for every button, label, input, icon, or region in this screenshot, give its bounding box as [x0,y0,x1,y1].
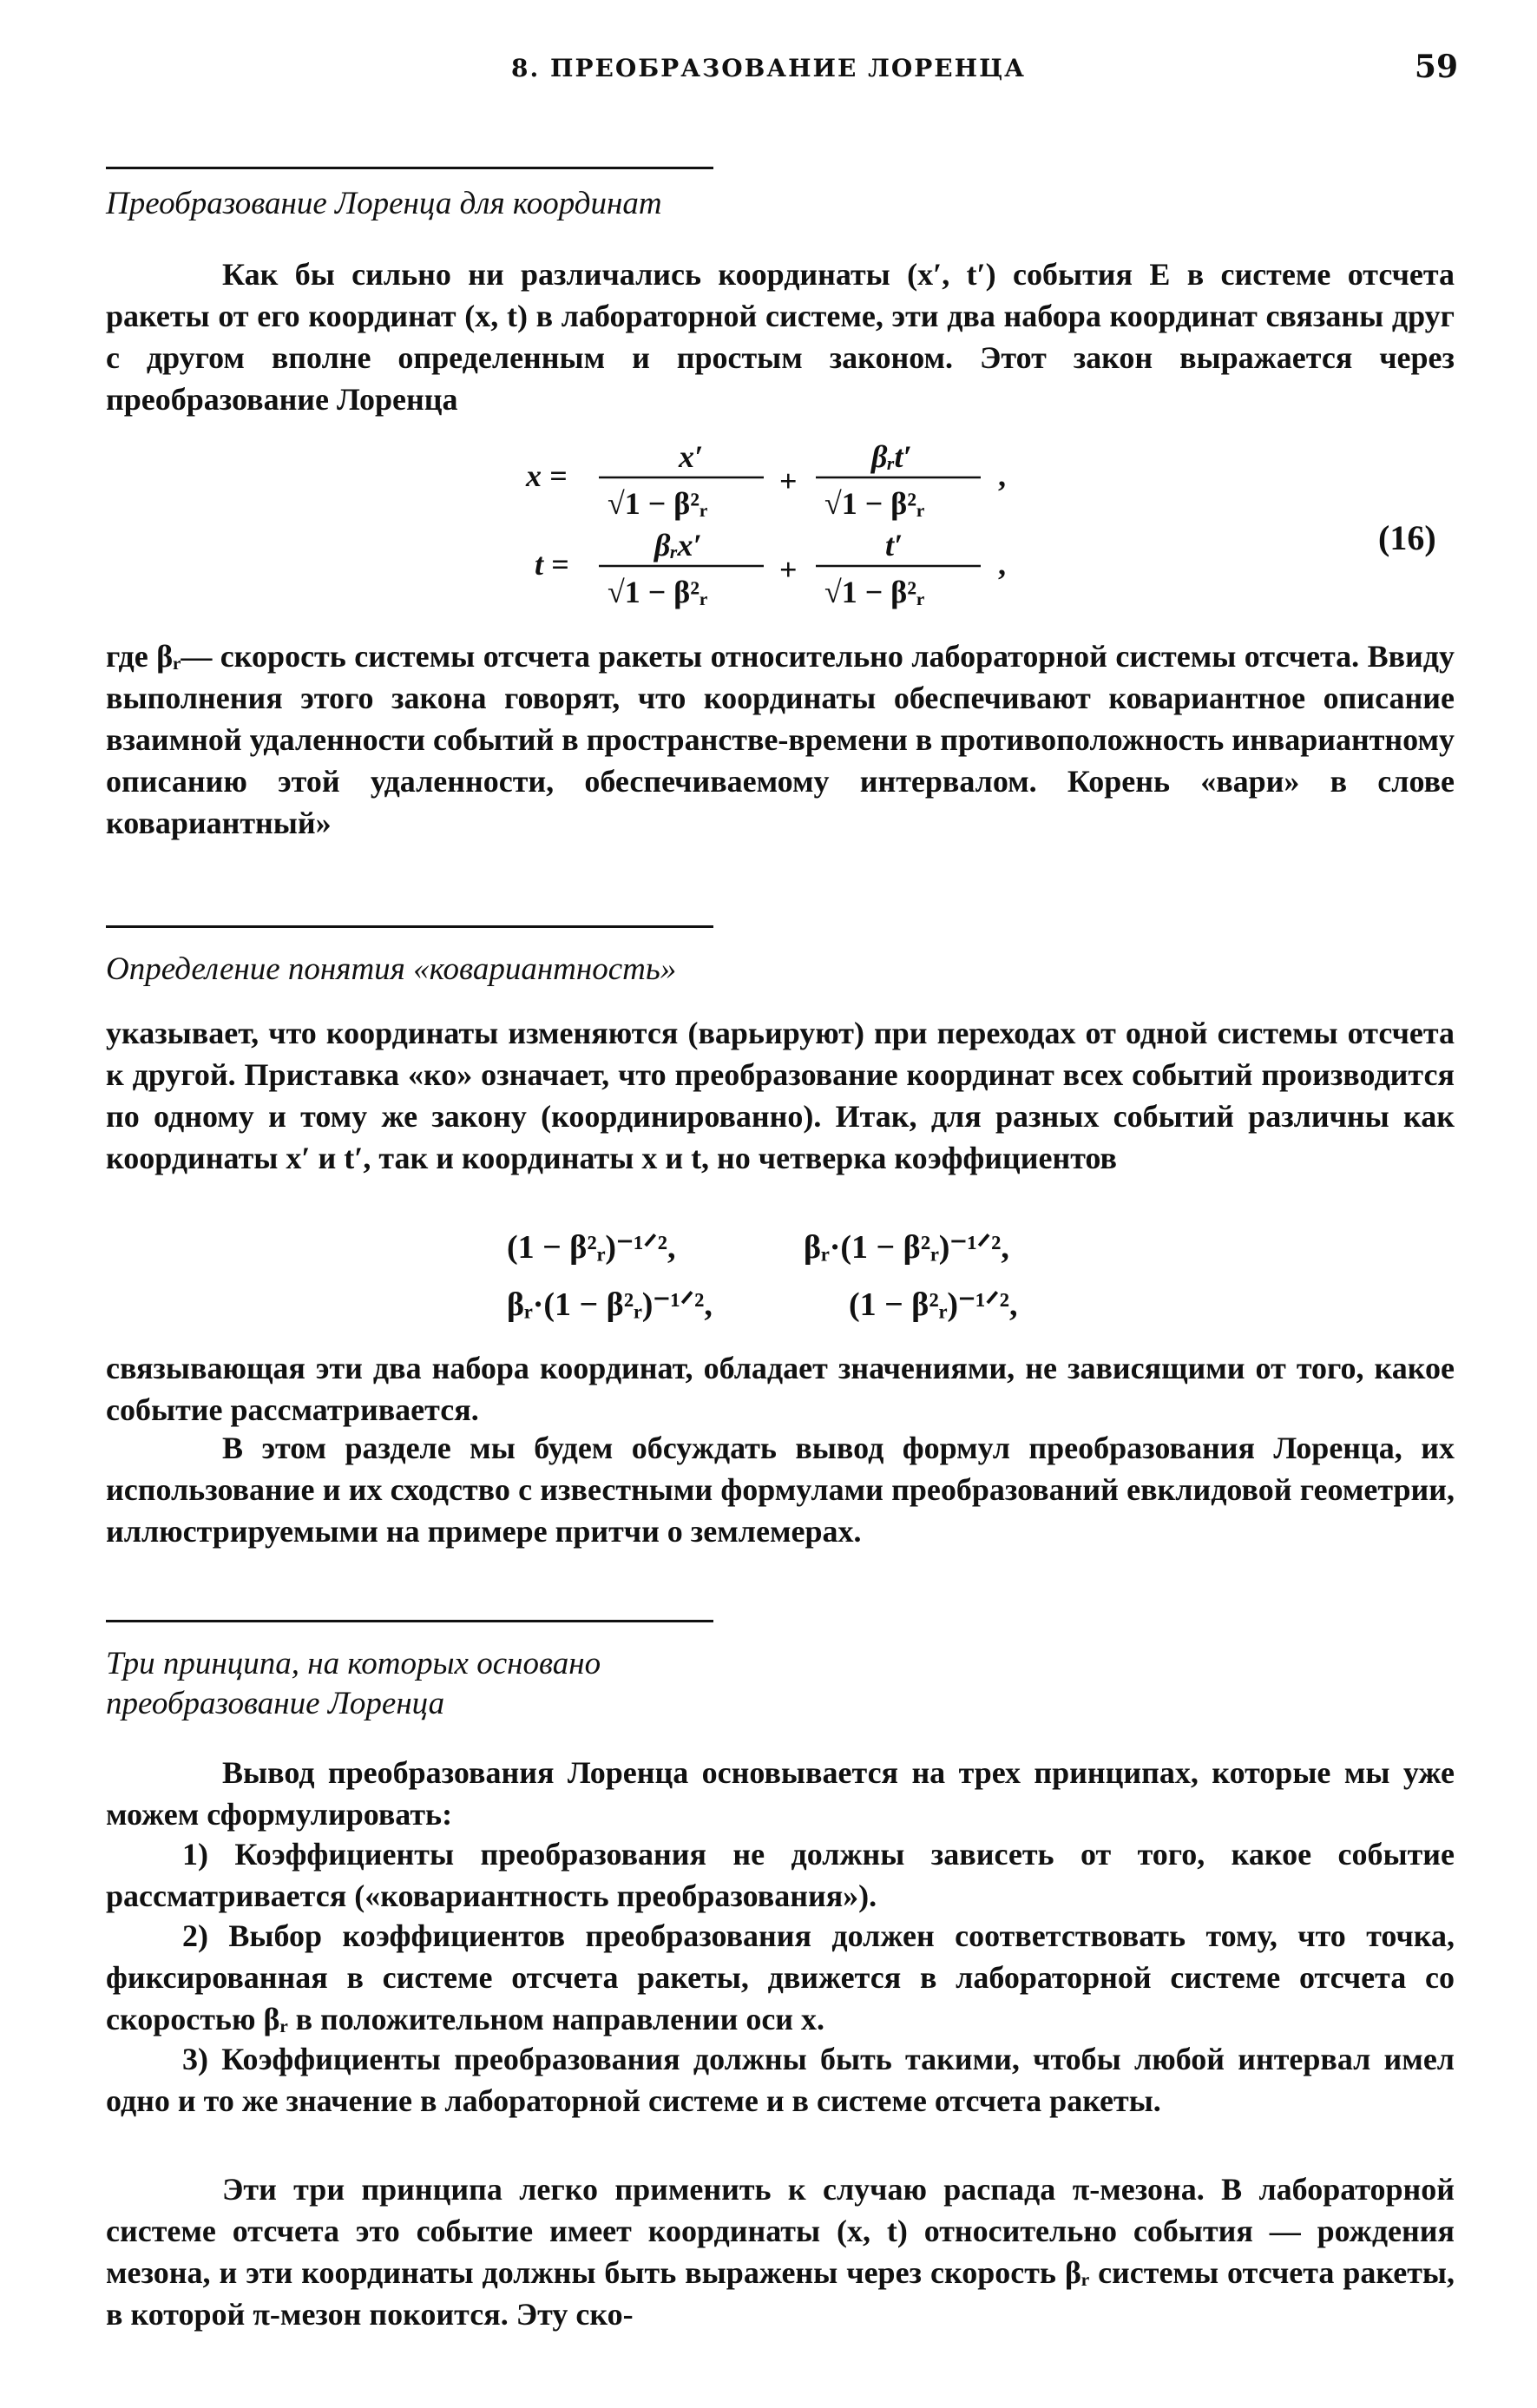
eq-row1-lhs: x = [526,458,568,493]
coefficient-a22: (1 − β²ᵣ)⁻¹ᐟ², [849,1286,1018,1323]
eq-row1-num2: βᵣt′ [871,439,912,474]
eq-row1-num1: x′ [679,439,704,474]
section-rule [106,925,713,928]
section-heading-line: преобразование Лоренца [106,1686,445,1721]
section-rule [106,1620,713,1622]
coefficient-a21: βᵣ·(1 − β²ᵣ)⁻¹ᐟ², [507,1286,713,1323]
page-number: 59 [1414,49,1458,85]
eq-row2-den2: √1 − β²ᵣ [824,575,925,609]
eq-plus: + [779,464,798,498]
paragraph: Как бы сильно ни различались координаты (x′, t′) события E в системе отсчета ракеты от его координат (x, t) в лабораторной системе, эти два набора координат связаны друг с другом вполне определенным и простым законом. Этот закон выражается через преобразование Лоренца [106,257,1455,417]
principle-item: 2) Выбор коэффициентов преобразования должен соответствовать тому, что точка, фиксированная в системе отсчета ракеты, движется в лабораторной системе отсчета со скоростью βᵣ в положительном направлении оси x. [106,1918,1455,2036]
paragraph: Вывод преобразования Лоренца основывается на трех принципах, которые мы уже можем сформулировать: [106,1755,1455,1832]
paragraph: В этом разделе мы будем обсуждать вывод формул преобразования Лоренца, их использование и их сходство с известными формулами преобразований евклидовой геометрии, иллюстрируемыми на примере притчи о землемерах. [106,1431,1455,1549]
paragraph: связывающая эти два набора координат, обладает значениями, не зависящими от того, какое событие рассматривается. [106,1351,1455,1427]
eq-plus: + [779,552,798,587]
section-heading: Преобразование Лоренца для координат [106,186,662,221]
eq-row2-num1: βᵣx′ [654,528,702,563]
paragraph: где βᵣ— скорость системы отсчета ракеты относительно лабораторной системы отсчета. Ввиду выполнения этого закона говорят, что координаты обеспечивают ковариантное описание взаимной удаленности событий в пространстве-времени в противоположность инвариантному описанию этой удаленности, обеспечиваемому интервалом. Корень «вари» в слове ковариантный» [106,639,1455,840]
eq-row1-den2: √1 − β²ᵣ [824,486,925,521]
running-head: 8. ПРЕОБРАЗОВАНИЕ ЛОРЕНЦА [511,54,1026,82]
principle-item: 1) Коэффициенты преобразования не должны зависеть от того, какое событие рассматривается («ковариантность преобразования»). [106,1837,1455,1913]
eq-comma: , [998,458,1006,493]
eq-row2-num2: t′ [885,528,903,563]
eq-row2-lhs: t = [535,547,569,582]
eq-comma: , [998,547,1006,582]
section-heading [106,1644,1460,1724]
principle-item: 3) Коэффициенты преобразования должны быть такими, чтобы любой интервал имел одно и то же значение в лабораторной системе и в системе отсчета ракеты. [106,2042,1455,2118]
eq-row2-den1: √1 − β²ᵣ [608,575,708,609]
equation-number: (16) [1378,518,1436,557]
coefficient-a11: (1 − β²ᵣ)⁻¹ᐟ², [507,1229,676,1266]
section-heading-line: Три принципа, на которых основано [106,1646,601,1681]
section-heading: Определение понятия «ковариантность» [106,951,677,987]
lorentz-equation [0,0,1537,642]
coefficient-a12: βᵣ·(1 − β²ᵣ)⁻¹ᐟ², [804,1229,1009,1266]
paragraph: указывает, что координаты изменяются (варьируют) при переходах от одной системы отсчета к другой. Приставка «ко» означает, что преобразование координат всех событий производится по одному и тому же закону (координированно). Итак, для разных событий различны как координаты x′ и t′, так и координаты x и t, но четверка коэффициентов [106,1016,1455,1175]
paragraph: Эти три принципа легко применить к случаю распада π-мезона. В лабораторной системе отсчета это событие имеет координаты (x, t) относительно события — рождения мезона, и эти координаты должны быть выражены через скорость βᵣ системы отсчета ракеты, в которой π-мезон покоится. Эту ско- [106,2172,1455,2332]
eq-row1-den1: √1 − β²ᵣ [608,486,708,521]
